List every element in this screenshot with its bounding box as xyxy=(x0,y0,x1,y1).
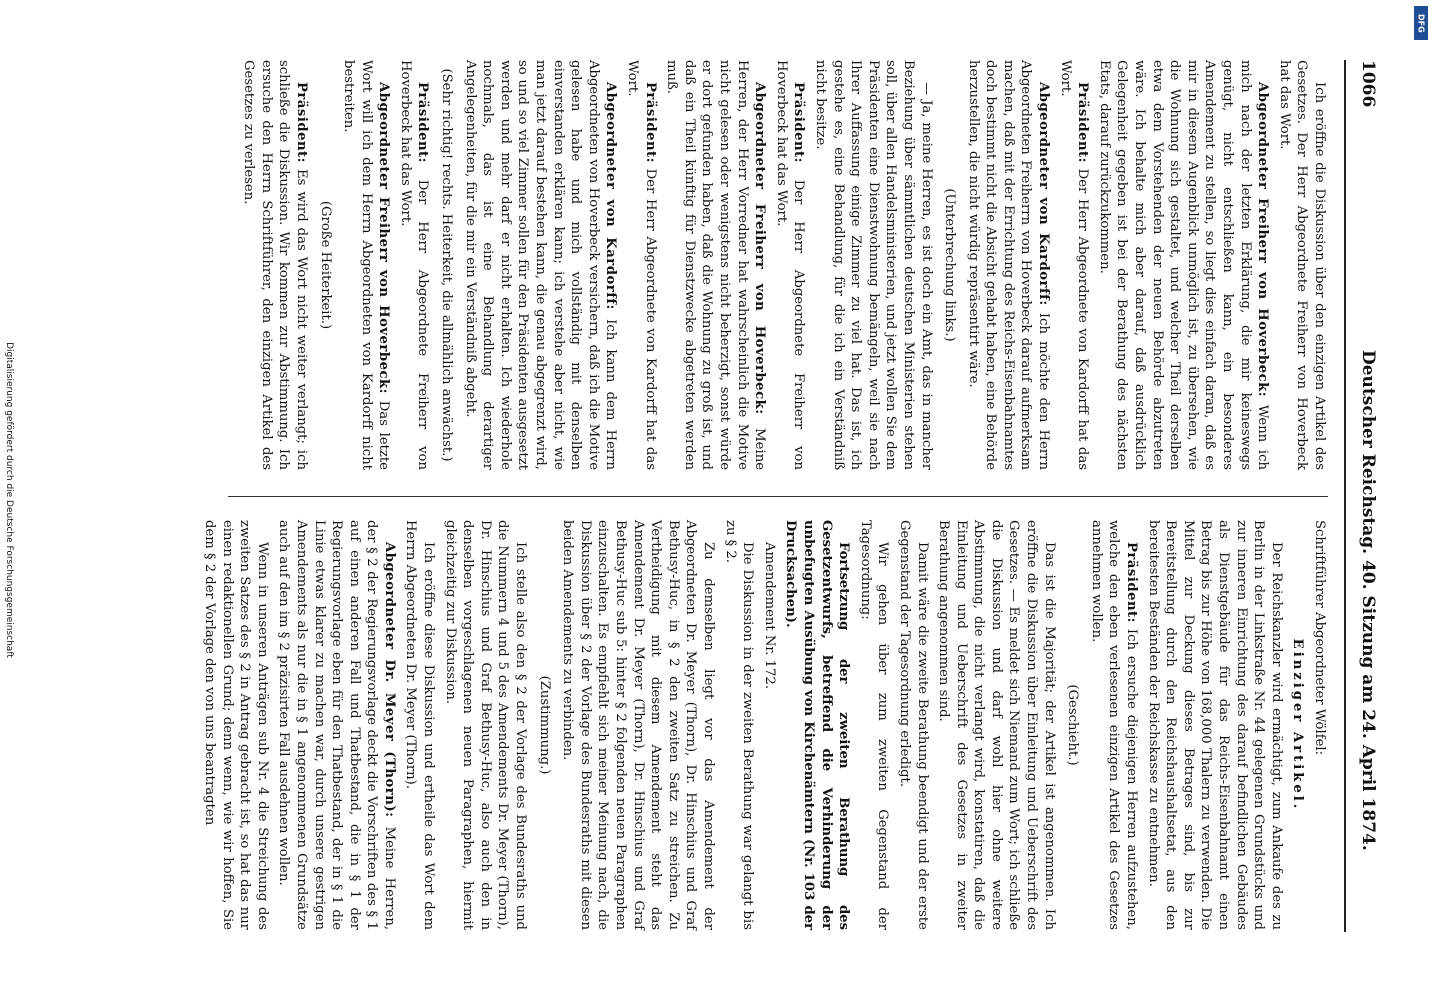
speaker-name: Präsident: xyxy=(1075,82,1091,164)
speaker-name: Abgeordneter Freiherr von Hoverbeck: xyxy=(752,82,768,415)
digitization-credit: Digitalisierung gefördert durch die Deutsche Forschungsgemeinschaft xyxy=(4,342,14,658)
speaker-name: Abgeordneter von Kardorff: xyxy=(603,82,619,310)
paragraph xyxy=(1144,520,1285,930)
speaker-name: Abgeordneter von Kardorff: xyxy=(1036,82,1052,306)
column-divider xyxy=(228,496,1328,497)
dfg-logo: DFG xyxy=(1414,6,1428,40)
paragraph-text: Das letzte Wort will ich dem Herrn Abgeordneten von Kardorff nicht bestreiten. xyxy=(341,60,392,470)
paragraph-text: Wenn ich mich nach der letzten Erklärung, die mir keineswegs genügt, nicht entschließen kann, ein besonderes Amendement zu stellen, so liegt dies einfach daran, daß es mir in diesem Augenblick unmöglich ist, zu übersehen, wie die Wohnung sich gestaltet, und welcher Theil derselben etwa dem Vorstehenden der neuen Behörde abzutreten wäre. Ich behalte mich aber darauf, daß ausdrücklich Gelegenheit gegeben ist bei der Berathung des nächsten Etats, darauf zurückzukommen. xyxy=(1096,60,1271,471)
paragraph-text: Der Herr Abgeordnete Freiherr von Hoverbeck hat das Wort. xyxy=(397,60,431,470)
stage-direction: (Zustimmung.) xyxy=(536,675,552,775)
stage-direction: (Unterbrechung links.) xyxy=(942,188,958,342)
paragraph xyxy=(760,520,778,930)
stage-direction: (Große Heiterkeit.) xyxy=(317,200,333,330)
speaker-name: Abgeordneter Freiherr von Hoverbeck: xyxy=(376,82,392,395)
header-rule xyxy=(1344,60,1346,932)
paragraph xyxy=(663,60,769,470)
paragraph xyxy=(772,60,807,470)
paragraph xyxy=(441,520,529,930)
paragraph xyxy=(964,60,1052,470)
paragraph-text: Der Herr Abgeordnete Freiherr von Hoverbeck hat das Wort. xyxy=(773,60,807,470)
paragraph-text: Amendement Nr. 172. xyxy=(761,542,777,690)
speaker-name: Präsident: xyxy=(415,82,431,164)
paragraph xyxy=(1275,60,1328,470)
paragraph-text: Wir gehen über zum zweiten Gegenstand der Tagesordnung: xyxy=(857,520,891,930)
stage-direction: (Sehr richtig! rechts. Heiterkeit, die allmählich anwächst.) xyxy=(439,68,455,462)
paragraph xyxy=(811,60,934,470)
paragraph-text: Ich eröffne diese Diskussion und ertheile das Wort dem Herrn Abgeordneten Dr. Meyer (Thorn). xyxy=(403,520,437,930)
page-number: 1066 xyxy=(1358,60,1378,108)
paragraph-text: Ich eröffne die Diskussion über den einzigen Artikel des Gesetzes. Der Herr Abgeordnete Freiherr von Hoverbeck hat das Wort. xyxy=(1276,60,1327,470)
paragraph-text: Ich ersuche diejenigen Herren aufzustehen, welche den eben verlesenen einzigen Artikel des Gesetzes annehmen wollen. xyxy=(1088,520,1140,930)
paragraph-text: Zu demselben liegt vor das Amendement der Abgeordneten Dr. Meyer (Thorn), Dr. Hinschius und Graf Bethusy-Huc, in § 2 den zweiten Satz zu streichen. Zu Vertheidigung mit diesem Amendement steht das Amendement Dr. Meyer (Thorn), Dr. Hinschius und Graf Bethusy-Huc sub 5: hinter § 2 folgenden neuen Paragraphen einzuschalten. Es empfiehlt sich meiner Meinung nach, die Diskussion über § 2 der Vorlage des Bundesraths mit diesen beiden Amendements zu verbinden. xyxy=(560,520,716,930)
paragraph xyxy=(623,60,658,470)
paragraph xyxy=(895,520,930,930)
paragraph xyxy=(856,520,891,930)
paragraph xyxy=(559,520,717,930)
paragraph xyxy=(340,60,393,470)
paragraph-text: Ich stelle also den § 2 der Vorlage des Bundesraths und die Nummern 4 und 5 des Amendements Dr. Meyer (Thorn), Dr. Hinschius und Graf Bethusy-Huc, also auch den in denselben vorgeschlagenen neuen Paragraphen, hiermit gleichzeitig zur Diskussion. xyxy=(442,520,529,930)
agenda-heading: Fortsetzung der zweiten Berathung des Gesetzentwurfs, betreffend die Verhinderung der unbefugten Ausübung von Kirchenämtern (Nr. 103 der Drucksachen). xyxy=(783,520,852,930)
paragraph xyxy=(461,60,619,470)
paragraph-text: Der Reichskanzler wird ermächtigt, zum Ankaufe des zu Berlin in der Linkstraße Nr. 44 gelegenen Grundstücks und zur inneren Einrichtung des darauf befindlichen Gebäudes als Dienstgebäude für das Reichs-Eisenbahnamt einen Betrag bis zur Höhe von 168,000 Thalern zu verwenden. Die Mittel zur Deckung dieses Betrages sind, bis zur Bereitstellung durch den Reichshaushaltsetat, aus den bereitesten Beständen der Reichskasse zu entnehmen. xyxy=(1145,520,1284,930)
speaker-name: Abgeordneter Dr. Meyer (Thorn): xyxy=(381,542,397,818)
speaker-name: Präsident: xyxy=(791,82,807,164)
speaker-name: Abgeordneter Freiherr von Hoverbeck: xyxy=(1255,82,1271,398)
paragraph xyxy=(402,520,437,930)
paragraph-text: Die Diskussion in der zweiten Berathung war gelangt bis zu § 2. xyxy=(722,520,756,930)
paragraph xyxy=(935,520,1058,930)
paragraph xyxy=(721,520,756,930)
paragraph-text: Der Herr Abgeordnete von Kardorff hat das Wort. xyxy=(625,60,658,470)
paragraph xyxy=(396,60,431,470)
paragraph-text: Ich kann dem Herrn Abgeordneten von Hoverbeck versichern, daß ich die Motive gelesen habe und mich vollständig mit denselben einverstanden erklären kann; ich verstehe aber nicht, wie man jetzt darauf bestehen kann, die genau abgegrenzt wird, so und so viel Zimmer sollen für den Präsidenten ausgesetzt werden und mehr darf er nicht erhalten. Ich wiederhole nochmals, das ist eine Behandlung derartiger Angelegenheiten, für die mir ein Verständniß abgeht. xyxy=(462,60,619,470)
paragraph-text: Wenn in unseren Anträgen sub Nr. 4 die Streichung des zweiten Satzes des § 2 in Antrag gebracht ist, so hat das nur einen redaktionellen Grund; denn wenn, wie wir hoffen, Sie dem § 2 der Vorlage den von uns beantragten xyxy=(201,520,270,930)
page-title: Deutscher Reichstag. 40. Sitzung am 24. April 1874. xyxy=(1358,350,1378,851)
speaker-name: Präsident: xyxy=(1124,542,1140,624)
paragraph-text: Es wird das Wort nicht weiter verlangt; ich schließe die Diskussion. Wir kommen zur Abstimmung. Ich ersuche den Herrn Schriftführer, den einzigen Artikel des Gesetzes zu verlesen. xyxy=(241,60,309,470)
paragraph xyxy=(1056,60,1091,470)
speaker-name: Präsident: xyxy=(293,82,309,164)
paragraph-text: Meine Herren, der Herr Vorredner hat wahrscheinlich die Motive nicht gelesen oder wenigstens nicht beherzigt, sonst würde er dort gefunden haben, daß die Wohnung zu groß ist, und daß ein Theil künftig für Dienstzwecke abgetreten werden muß. xyxy=(664,60,768,470)
paragraph-text: Ich möchte den Herrn Abgeordneten Freiherrn von Hoverbeck darauf aufmerksam machen, daß mit der Errichtung des Reichs-Eisenbahnamtes doch bestimmt nicht die Absicht gehabt haben, eine Behörde herzustellen, die nicht würdig repräsentirt wäre. xyxy=(965,60,1052,470)
left-column xyxy=(228,60,1328,470)
page-header xyxy=(1346,60,1382,932)
paragraph xyxy=(1087,520,1140,930)
paragraph-text: — Ja, meine Herren, es ist doch ein Amt, das in mancher Beziehung über sämmtlichen deutschen Ministerien stehen soll, über allen Handelsministerien, und jetzt wollen Sie dem Präsidenten eine Dienstwohnung bemängeln, weil sie nach Ihrer Auffassung einige Zimmer zu viel hat. Das ist, ich gestehe es, eine Behandlung, für die ich ein Verständniß nicht besitze. xyxy=(812,60,934,470)
paragraph-text: Das ist die Majorität; der Artikel ist angenommen. Ich eröffne die Diskussion über Einleitung und Ueberschrift des Gesetzes. — Es meldet sich Niemand zum Wort; ich schließe die Diskussion und darf wohl hier ohne weitere Abstimmung, die nicht verlangt wird, konstatiren, daß die Einleitung und Ueberschrift des Gesetzes in zweiter Berathung angenommen sind. xyxy=(936,520,1057,930)
speaker-line: Schriftführer Abgeordneter Wölfel: xyxy=(1312,520,1327,756)
paragraph xyxy=(1095,60,1271,470)
paragraph xyxy=(240,60,310,470)
speaker-name: Präsident: xyxy=(642,82,658,164)
paragraph-text: Meine Herren, der § 2 der Regierungsvorlage deckt die Vorschriften des § 1 auf einen anderen Fall und Thatbestand, die in § 1 der Regierungsvorlage eben für den Thatbestand, der in § 1 die Linie etwas klarer zu machen war, durch unsere gestrigen Amendements als nur die in § 1 angenommenen Grundsätze auch auf den im § 2 präzisirten Fall ausdehnen wollen. xyxy=(276,520,397,931)
article-heading: Einziger Artikel. xyxy=(1290,638,1306,812)
paragraph-text: Der Herr Abgeordnete von Kardorff hat das Wort. xyxy=(1057,60,1091,470)
paragraph xyxy=(200,520,270,930)
paragraph xyxy=(275,520,398,930)
paragraph-text: Damit wäre die zweite Berathung beendigt und der erste Gegenstand der Tagesordnung erledigt. xyxy=(896,520,930,930)
right-column xyxy=(201,520,1328,931)
stage-direction: (Geschieht.) xyxy=(1065,684,1081,766)
